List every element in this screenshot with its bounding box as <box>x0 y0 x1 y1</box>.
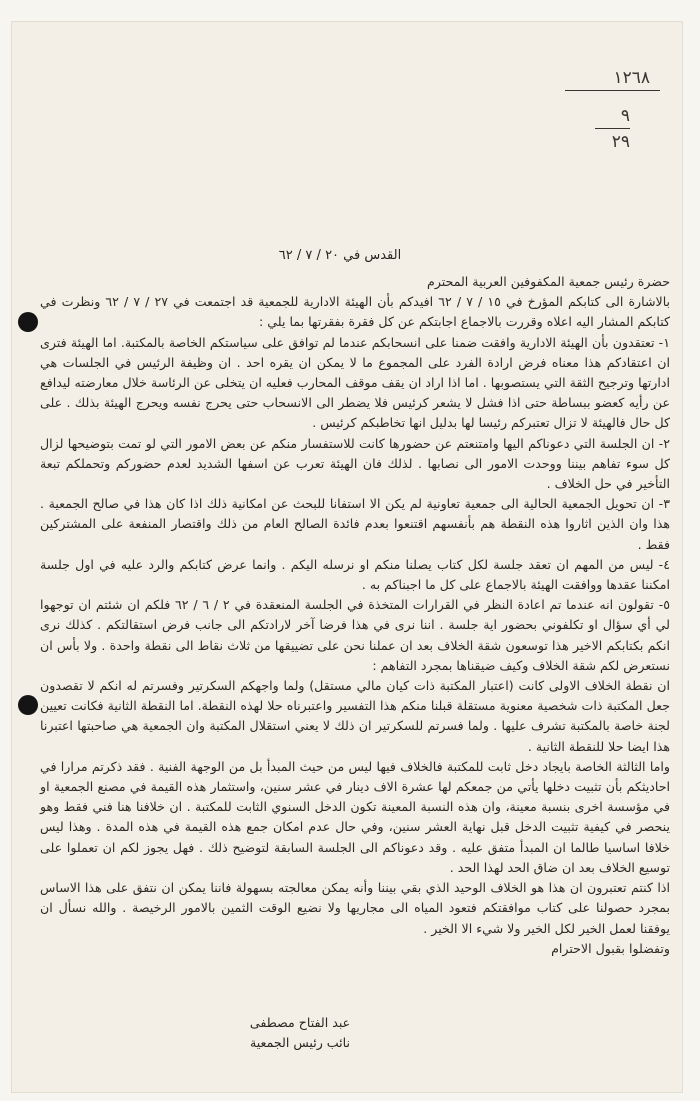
paragraph-closing: اذا كنتم تعتبرون ان هذا هو الخلاف الوحيد الذي بقي بيننا وأنه يمكن معالجته بسهولة فاننا يمكن ان نتفق على هذا الاساس بمجرد حصولنا على كتاب موافقتكم فتعود المياه الى مجاريها ولا نضيع الوقت الثمين بالامور الرخيصة . والله نسأل ان يوفقنا لعمل الخير لكل الخير ولا شيء الا الخير . <box>40 880 670 936</box>
signature-block <box>200 1013 400 1053</box>
reference-number <box>565 68 660 158</box>
punch-hole <box>18 695 38 715</box>
paragraph-5a: ان نقطة الخلاف الاولى كانت (اعتبار المكتبة ذات كيان مالي مستقل) ولما واجهكم السكرتير وفسرتم له انكم لا تقصدون جعل المكتبة ذات شخصية معنوية مستقلة قبلنا منكم هذا التفسير واعتبرناه حلا لهذه النقطة. اما النقطة الثانية فكانت تعيين لجنة خاصة بالمكتبة تشرف عليها . ولما فسرتم للسكرتير ان ذلك لا يعني استقلال المكتبة وان الجمعية هي صاحبتها اعتبرنا هذا ايضا حلا للنقطة الثانية . <box>40 678 670 754</box>
ref-fraction-bar <box>595 128 630 129</box>
ref-fraction-top: ٩ <box>620 106 630 126</box>
letter-body <box>40 272 670 959</box>
paragraph-4: ٤- ليس من المهم ان تعقد جلسة لكل كتاب يصلنا منكم او نرسله اليكم . وانما عرض كتابكم والرد عليه في اول جلسة امكننا عقدها ووافقت الهيئة بالاجماع على كل ما اجبناكم به . <box>40 556 670 593</box>
paragraph-5b: واما الثالثة الخاصة بايجاد دخل ثابت للمكتبة فالخلاف فيها ليس من حيث المبدأ بل من الوجهة الفنية . فقد ذكرتم مرارا في احاديثكم بأن تثبيت دخلها يأتي من جمعكم لها عشرة الاف دينار في عشر سنين، واستثمار هذه القيمة في مصنع الجمعية او في مؤسسة اخرى بنسبة معينة، وان هذه النسبة المعينة تكون الدخل السنوي الثابت للمكتبة . ان خلافنا هنا فني فقط وهو ينحصر في كيفية تثبيت الدخل قبل نهاية العشر سنين، وفي حال عدم امكان جمع هذه القيمة في هذه المدة . وهذا ليس خلافا اساسيا طالما ان المبدأ متفق عليه . وقد دعوناكم الى الجلسة السابقة لتوضيح ذلك . فهل يجوز لكم ان تعملوا على توسيع الخلاف بعد ان ضاق الحد لهذا الحد . <box>40 758 670 875</box>
paragraph-intro: بالاشارة الى كتابكم المؤرخ في ١٥ / ٧ / ٦٢ افيدكم بأن الهيئة الادارية للجمعية قد اجتمعت في ٢٧ / ٧ / ٦٢ ونظرت في كتابكم المشار اليه اعلاه وقررت بالاجماع اجابتكم عن كل فقرة بفقرتها بما يلي : <box>40 294 671 330</box>
paragraph-1: ١- تعتقدون بأن الهيئة الادارية وافقت ضمنا على انسحابكم عندما لم توافق على سياستكم الخاصة بالمكتبة. اما الهيئة فترى ان اعتقادكم هذا معناه فرض ارادة الفرد على المجموع ما لا يمكن ان يقره احد . ان وظيفة الرئيس في الجلسات هي ادارتها وترجيح الثقة التي يستصوبها . اما اذا اراد ان يقف موقف المحارب فعليه ان يتخلى عن الرئاسة خلال معارضته ليدافع عن رأيه كعضو ببساطة حتى اذا فشل لا يشعر كرئيس فلا يضطر الى الانسحاب حتى يحرج نفسه ويحرج الهيئة بذلك . على كل حال فالهيئة لا تزال تعتبركم رئيسا لها بدليل انها تخاطبكم كرئيس . <box>40 334 670 431</box>
paragraph-3: ٣- ان تحويل الجمعية الحالية الى جمعية تعاونية لم يكن الا استفانا للبحث عن امكانية ذلك اذا كان هذا في صالح الجمعية . هذا وان الذين اثاروا هذه النقطة هم بأنفسهم اقتنعوا بعدم فائدة الصالح العام من ذلك واقتصار المنفعة على المشتركين فقط . <box>40 496 670 552</box>
ref-number: ١٢٦٨ <box>613 68 650 88</box>
signatory-name: عبد الفتاح مصطفى <box>249 1015 351 1030</box>
ref-fraction-bottom: ٢٩ <box>611 132 630 152</box>
ref-underline <box>565 90 660 91</box>
addressee: حضرة رئيس جمعية المكفوفين العربية المحترم <box>427 274 670 289</box>
paragraph-5: ٥- تقولون انه عندما تم اعادة النظر في القرارات المتخذة في الجلسة المنعقدة في ٢ / ٦ / ٦٢ فلكم ان شئتم ان توجهوا لي أي سؤال او تكلفوني بحضور اية جلسة . اننا نرى في هذا فرضا آخر لارادتكم الى جانب فرض استقالتكم . كذلك نرى انكم بكتابكم الاخير هذا توسعون شقة الخلاف بعد ان عملنا نحن على تضييقها من ثلاث نقاط الى نقطة واحدة . ولا بأس ان نستعرض لكم شقة الخلاف وكيف ضيقناها بمجرد التفاهم : <box>40 597 671 673</box>
salutation: وتفضلوا بقبول الاحترام <box>551 940 670 956</box>
paragraph-2: ٢- ان الجلسة التي دعوناكم اليها وامتنعتم عن حضورها كانت للاستفسار منكم عن بعض الامور التي لو تمت بتوضيحها لزال كل سوء تفاهم بيننا ووحدت الامور الى نصابها . لذلك فان الهيئة تعرب عن اسفها الشديد لعدم حضوركم وتحملكم تبعة التأخير في حل الخلاف . <box>40 435 670 492</box>
signatory-title: نائب رئيس الجمعية <box>249 1035 351 1050</box>
date-line: القدس في ٢٠ / ٧ / ٦٢ <box>278 248 402 263</box>
punch-hole <box>18 312 38 332</box>
